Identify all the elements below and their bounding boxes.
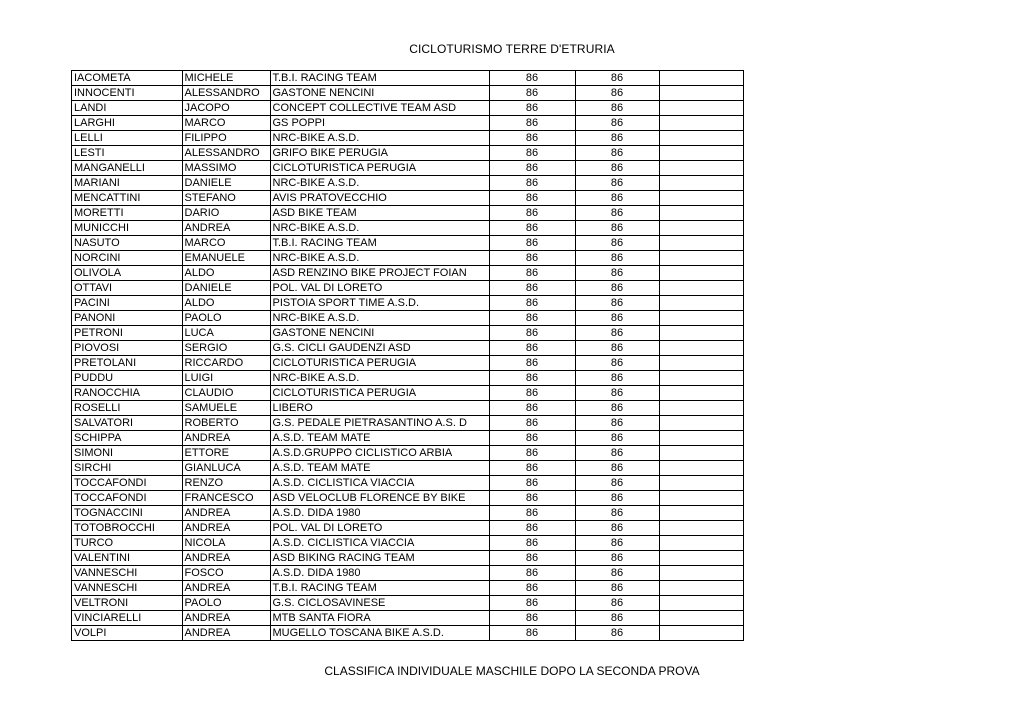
points-first-cell: 86	[489, 551, 575, 566]
name-cell: SAMUELE	[182, 401, 270, 416]
table-row	[72, 386, 743, 401]
points-first-cell: 86	[489, 146, 575, 161]
table-row	[72, 206, 743, 221]
points-first-cell: 86	[489, 296, 575, 311]
extra-cell	[659, 446, 743, 461]
points-second-cell: 86	[575, 236, 659, 251]
points-first-cell: 86	[489, 326, 575, 341]
extra-cell	[659, 581, 743, 596]
points-first-cell: 86	[489, 416, 575, 431]
name-cell: FILIPPO	[182, 131, 270, 146]
points-second-cell: 86	[575, 476, 659, 491]
extra-cell	[659, 221, 743, 236]
team-cell: NRC-BIKE A.S.D.	[270, 311, 489, 326]
name-cell: FRANCESCO	[182, 491, 270, 506]
name-cell: ANDREA	[182, 506, 270, 521]
name-cell: ANDREA	[182, 551, 270, 566]
extra-cell	[659, 476, 743, 491]
name-cell: STEFANO	[182, 191, 270, 206]
surname-cell: SCHIPPA	[72, 431, 182, 446]
table-row	[72, 326, 743, 341]
name-cell: MARCO	[182, 236, 270, 251]
name-cell: EMANUELE	[182, 251, 270, 266]
table-row	[72, 551, 743, 566]
extra-cell	[659, 431, 743, 446]
points-second-cell: 86	[575, 386, 659, 401]
extra-cell	[659, 296, 743, 311]
surname-cell: SALVATORI	[72, 416, 182, 431]
team-cell: GRIFO BIKE PERUGIA	[270, 146, 489, 161]
points-second-cell: 86	[575, 536, 659, 551]
points-second-cell: 86	[575, 356, 659, 371]
table-row	[72, 311, 743, 326]
extra-cell	[659, 596, 743, 611]
name-cell: RENZO	[182, 476, 270, 491]
surname-cell: MARIANI	[72, 176, 182, 191]
surname-cell: TOTOBROCCHI	[72, 521, 182, 536]
name-cell: SERGIO	[182, 341, 270, 356]
surname-cell: PACINI	[72, 296, 182, 311]
table-row	[72, 101, 743, 116]
team-cell: A.S.D. TEAM MATE	[270, 431, 489, 446]
ranking-table-body	[72, 71, 743, 640]
surname-cell: IACOMETA	[72, 71, 182, 86]
points-second-cell: 86	[575, 131, 659, 146]
points-first-cell: 86	[489, 191, 575, 206]
extra-cell	[659, 266, 743, 281]
surname-cell: TOCCAFONDI	[72, 491, 182, 506]
table-row	[72, 221, 743, 236]
points-second-cell: 86	[575, 206, 659, 221]
surname-cell: RANOCCHIA	[72, 386, 182, 401]
table-row	[72, 296, 743, 311]
points-second-cell: 86	[575, 161, 659, 176]
points-second-cell: 86	[575, 311, 659, 326]
points-second-cell: 86	[575, 281, 659, 296]
extra-cell	[659, 521, 743, 536]
points-first-cell: 86	[489, 206, 575, 221]
name-cell: MARCO	[182, 116, 270, 131]
team-cell: NRC-BIKE A.S.D.	[270, 221, 489, 236]
points-second-cell: 86	[575, 191, 659, 206]
extra-cell	[659, 131, 743, 146]
name-cell: PAOLO	[182, 596, 270, 611]
points-first-cell: 86	[489, 491, 575, 506]
points-second-cell: 86	[575, 296, 659, 311]
extra-cell	[659, 611, 743, 626]
table-row	[72, 581, 743, 596]
ranking-caption: CLASSIFICA INDIVIDUALE MASCHILE DOPO LA SECONDA PROVA	[324, 664, 700, 678]
team-cell: LIBERO	[270, 401, 489, 416]
table-row	[72, 611, 743, 626]
team-cell: CONCEPT COLLECTIVE TEAM ASD	[270, 101, 489, 116]
extra-cell	[659, 161, 743, 176]
name-cell: DANIELE	[182, 176, 270, 191]
extra-cell	[659, 71, 743, 86]
table-row	[72, 251, 743, 266]
points-second-cell: 86	[575, 491, 659, 506]
team-cell: G.S. CICLI GAUDENZI ASD	[270, 341, 489, 356]
points-second-cell: 86	[575, 176, 659, 191]
team-cell: T.B.I. RACING TEAM	[270, 236, 489, 251]
table-row	[72, 86, 743, 101]
surname-cell: LARGHI	[72, 116, 182, 131]
team-cell: ASD VELOCLUB FLORENCE BY BIKE	[270, 491, 489, 506]
extra-cell	[659, 386, 743, 401]
table-row	[72, 356, 743, 371]
points-first-cell: 86	[489, 281, 575, 296]
points-second-cell: 86	[575, 461, 659, 476]
points-first-cell: 86	[489, 521, 575, 536]
points-first-cell: 86	[489, 86, 575, 101]
team-cell: NRC-BIKE A.S.D.	[270, 176, 489, 191]
points-second-cell: 86	[575, 251, 659, 266]
points-first-cell: 86	[489, 221, 575, 236]
extra-cell	[659, 176, 743, 191]
extra-cell	[659, 326, 743, 341]
name-cell: ANDREA	[182, 431, 270, 446]
extra-cell	[659, 416, 743, 431]
name-cell: ROBERTO	[182, 416, 270, 431]
extra-cell	[659, 401, 743, 416]
team-cell: A.S.D. DIDA 1980	[270, 566, 489, 581]
team-cell: A.S.D.GRUPPO CICLISTICO ARBIA	[270, 446, 489, 461]
table-row	[72, 521, 743, 536]
extra-cell	[659, 371, 743, 386]
surname-cell: NASUTO	[72, 236, 182, 251]
points-first-cell: 86	[489, 566, 575, 581]
extra-cell	[659, 491, 743, 506]
surname-cell: TOGNACCINI	[72, 506, 182, 521]
points-first-cell: 86	[489, 611, 575, 626]
points-first-cell: 86	[489, 461, 575, 476]
points-second-cell: 86	[575, 611, 659, 626]
surname-cell: SIMONI	[72, 446, 182, 461]
points-first-cell: 86	[489, 266, 575, 281]
points-first-cell: 86	[489, 581, 575, 596]
points-second-cell: 86	[575, 86, 659, 101]
name-cell: FOSCO	[182, 566, 270, 581]
team-cell: NRC-BIKE A.S.D.	[270, 251, 489, 266]
points-first-cell: 86	[489, 431, 575, 446]
surname-cell: TURCO	[72, 536, 182, 551]
table-row	[72, 596, 743, 611]
points-second-cell: 86	[575, 626, 659, 641]
name-cell: LUCA	[182, 326, 270, 341]
page-title: CICLOTURISMO TERRE D'ETRURIA	[409, 42, 615, 56]
table-row	[72, 416, 743, 431]
surname-cell: ROSELLI	[72, 401, 182, 416]
surname-cell: TOCCAFONDI	[72, 476, 182, 491]
extra-cell	[659, 146, 743, 161]
surname-cell: VANNESCHI	[72, 581, 182, 596]
surname-cell: PETRONI	[72, 326, 182, 341]
points-first-cell: 86	[489, 236, 575, 251]
team-cell: AVIS PRATOVECCHIO	[270, 191, 489, 206]
surname-cell: VANNESCHI	[72, 566, 182, 581]
name-cell: ALDO	[182, 266, 270, 281]
team-cell: G.S. PEDALE PIETRASANTINO A.S. D	[270, 416, 489, 431]
extra-cell	[659, 251, 743, 266]
team-cell: T.B.I. RACING TEAM	[270, 581, 489, 596]
points-second-cell: 86	[575, 416, 659, 431]
extra-cell	[659, 191, 743, 206]
name-cell: ANDREA	[182, 221, 270, 236]
points-second-cell: 86	[575, 521, 659, 536]
points-second-cell: 86	[575, 506, 659, 521]
surname-cell: LELLI	[72, 131, 182, 146]
table-row	[72, 461, 743, 476]
points-second-cell: 86	[575, 371, 659, 386]
team-cell: T.B.I. RACING TEAM	[270, 71, 489, 86]
table-row	[72, 371, 743, 386]
points-second-cell: 86	[575, 326, 659, 341]
points-first-cell: 86	[489, 251, 575, 266]
team-cell: A.S.D. DIDA 1980	[270, 506, 489, 521]
extra-cell	[659, 236, 743, 251]
points-first-cell: 86	[489, 341, 575, 356]
surname-cell: PIOVOSI	[72, 341, 182, 356]
table-row	[72, 626, 743, 641]
points-first-cell: 86	[489, 71, 575, 86]
team-cell: GASTONE NENCINI	[270, 86, 489, 101]
points-first-cell: 86	[489, 161, 575, 176]
extra-cell	[659, 551, 743, 566]
ranking-table	[71, 70, 744, 641]
table-row	[72, 566, 743, 581]
table-row	[72, 236, 743, 251]
table-row	[72, 536, 743, 551]
surname-cell: OLIVOLA	[72, 266, 182, 281]
points-second-cell: 86	[575, 446, 659, 461]
extra-cell	[659, 566, 743, 581]
points-first-cell: 86	[489, 446, 575, 461]
points-first-cell: 86	[489, 356, 575, 371]
extra-cell	[659, 311, 743, 326]
name-cell: RICCARDO	[182, 356, 270, 371]
extra-cell	[659, 626, 743, 641]
team-cell: GASTONE NENCINI	[270, 326, 489, 341]
team-cell: CICLOTURISTICA PERUGIA	[270, 161, 489, 176]
team-cell: PISTOIA SPORT TIME A.S.D.	[270, 296, 489, 311]
points-first-cell: 86	[489, 101, 575, 116]
surname-cell: PUDDU	[72, 371, 182, 386]
extra-cell	[659, 536, 743, 551]
table-row	[72, 266, 743, 281]
name-cell: MASSIMO	[182, 161, 270, 176]
points-second-cell: 86	[575, 341, 659, 356]
points-first-cell: 86	[489, 476, 575, 491]
table-row	[72, 191, 743, 206]
extra-cell	[659, 101, 743, 116]
table-row	[72, 116, 743, 131]
team-cell: ASD BIKE TEAM	[270, 206, 489, 221]
points-second-cell: 86	[575, 71, 659, 86]
name-cell: ANDREA	[182, 581, 270, 596]
table-row	[72, 506, 743, 521]
name-cell: CLAUDIO	[182, 386, 270, 401]
table-row	[72, 401, 743, 416]
points-second-cell: 86	[575, 266, 659, 281]
name-cell: ANDREA	[182, 626, 270, 641]
table-row	[72, 341, 743, 356]
points-second-cell: 86	[575, 146, 659, 161]
extra-cell	[659, 86, 743, 101]
surname-cell: MORETTI	[72, 206, 182, 221]
name-cell: LUIGI	[182, 371, 270, 386]
team-cell: A.S.D. TEAM MATE	[270, 461, 489, 476]
table-row	[72, 146, 743, 161]
name-cell: ANDREA	[182, 521, 270, 536]
points-first-cell: 86	[489, 311, 575, 326]
surname-cell: NORCINI	[72, 251, 182, 266]
name-cell: ANDREA	[182, 611, 270, 626]
table-row	[72, 176, 743, 191]
extra-cell	[659, 116, 743, 131]
points-first-cell: 86	[489, 536, 575, 551]
name-cell: NICOLA	[182, 536, 270, 551]
team-cell: A.S.D. CICLISTICA VIACCIA	[270, 476, 489, 491]
points-second-cell: 86	[575, 551, 659, 566]
points-second-cell: 86	[575, 581, 659, 596]
team-cell: CICLOTURISTICA PERUGIA	[270, 386, 489, 401]
surname-cell: LESTI	[72, 146, 182, 161]
points-first-cell: 86	[489, 596, 575, 611]
team-cell: NRC-BIKE A.S.D.	[270, 131, 489, 146]
extra-cell	[659, 461, 743, 476]
points-second-cell: 86	[575, 116, 659, 131]
surname-cell: VINCIARELLI	[72, 611, 182, 626]
table-row	[72, 71, 743, 86]
team-cell: POL. VAL DI LORETO	[270, 521, 489, 536]
table-row	[72, 491, 743, 506]
extra-cell	[659, 341, 743, 356]
extra-cell	[659, 281, 743, 296]
name-cell: ALDO	[182, 296, 270, 311]
team-cell: MUGELLO TOSCANA BIKE A.S.D.	[270, 626, 489, 641]
surname-cell: INNOCENTI	[72, 86, 182, 101]
table-row	[72, 476, 743, 491]
surname-cell: MUNICCHI	[72, 221, 182, 236]
team-cell: A.S.D. CICLISTICA VIACCIA	[270, 536, 489, 551]
points-first-cell: 86	[489, 401, 575, 416]
name-cell: ETTORE	[182, 446, 270, 461]
team-cell: GS POPPI	[270, 116, 489, 131]
surname-cell: MANGANELLI	[72, 161, 182, 176]
name-cell: PAOLO	[182, 311, 270, 326]
points-second-cell: 86	[575, 101, 659, 116]
surname-cell: PRETOLANI	[72, 356, 182, 371]
points-first-cell: 86	[489, 176, 575, 191]
team-cell: ASD RENZINO BIKE PROJECT FOIAN	[270, 266, 489, 281]
name-cell: GIANLUCA	[182, 461, 270, 476]
points-first-cell: 86	[489, 371, 575, 386]
points-first-cell: 86	[489, 386, 575, 401]
team-cell: ASD BIKING RACING TEAM	[270, 551, 489, 566]
points-first-cell: 86	[489, 626, 575, 641]
table-row	[72, 131, 743, 146]
surname-cell: LANDI	[72, 101, 182, 116]
extra-cell	[659, 356, 743, 371]
team-cell: CICLOTURISTICA PERUGIA	[270, 356, 489, 371]
extra-cell	[659, 506, 743, 521]
points-second-cell: 86	[575, 221, 659, 236]
points-first-cell: 86	[489, 131, 575, 146]
surname-cell: VALENTINI	[72, 551, 182, 566]
surname-cell: VELTRONI	[72, 596, 182, 611]
points-second-cell: 86	[575, 566, 659, 581]
team-cell: MTB SANTA FIORA	[270, 611, 489, 626]
name-cell: ALESSANDRO	[182, 146, 270, 161]
team-cell: NRC-BIKE A.S.D.	[270, 371, 489, 386]
table-row	[72, 431, 743, 446]
name-cell: MICHELE	[182, 71, 270, 86]
table-row	[72, 281, 743, 296]
name-cell: JACOPO	[182, 101, 270, 116]
surname-cell: MENCATTINI	[72, 191, 182, 206]
table-row	[72, 446, 743, 461]
name-cell: ALESSANDRO	[182, 86, 270, 101]
points-second-cell: 86	[575, 431, 659, 446]
points-second-cell: 86	[575, 596, 659, 611]
name-cell: DANIELE	[182, 281, 270, 296]
table-row	[72, 161, 743, 176]
team-cell: G.S. CICLOSAVINESE	[270, 596, 489, 611]
surname-cell: PANONI	[72, 311, 182, 326]
points-first-cell: 86	[489, 506, 575, 521]
surname-cell: VOLPI	[72, 626, 182, 641]
points-first-cell: 86	[489, 116, 575, 131]
points-second-cell: 86	[575, 401, 659, 416]
surname-cell: OTTAVI	[72, 281, 182, 296]
extra-cell	[659, 206, 743, 221]
name-cell: DARIO	[182, 206, 270, 221]
surname-cell: SIRCHI	[72, 461, 182, 476]
team-cell: POL. VAL DI LORETO	[270, 281, 489, 296]
